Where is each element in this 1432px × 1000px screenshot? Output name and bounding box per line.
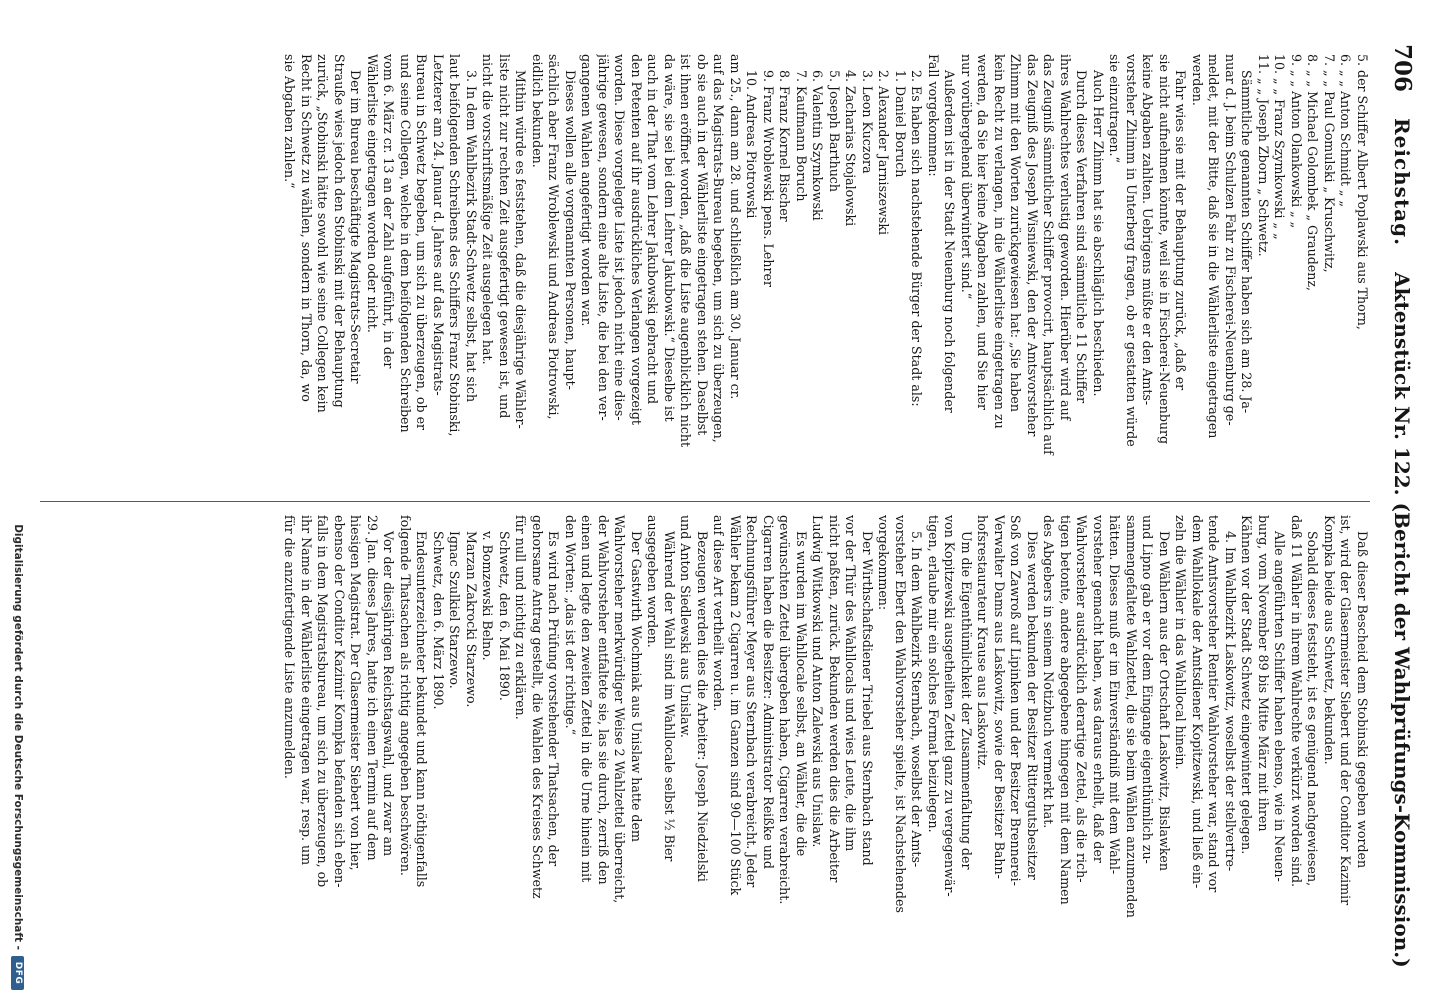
text-line: vorgekommen: bbox=[876, 515, 892, 611]
text-line: keine Abgaben zahlten. Uebrigens müßte er den Amts- bbox=[1140, 54, 1156, 406]
text-line: tigen betonte, andere abgegebene hingegen mit dem Namen bbox=[1058, 515, 1073, 905]
text-line: Kähnen vor der Stadt Schwetz eingewintert gelegen. bbox=[1239, 515, 1255, 855]
text-line: des Abgebers in seinem Notizbuch vermerkt hat. bbox=[1041, 515, 1057, 829]
text-line: 3. Leon Kuczora bbox=[860, 70, 875, 174]
text-line: vorsteher Zhimm in Unterberg fragen, ob er gestatten würde bbox=[1124, 54, 1139, 447]
text-line: laut beifolgenden Schreibens des Schiffers Franz Stobinski, bbox=[447, 54, 463, 437]
text-line: auf diese Art vertheilt worden. bbox=[711, 515, 727, 712]
text-line: Strauße wies jedoch den Stobinski mit der Behauptung bbox=[332, 54, 347, 408]
text-line: Außerdem ist in der Stadt Neuenburg noch folgender bbox=[942, 70, 958, 413]
text-line: Cigarren haben die Besitzer: Administrator Reißke und bbox=[761, 515, 776, 869]
text-line: ausgegeben worden. bbox=[645, 515, 661, 648]
text-line: nicht die vorschriftsmäßige Zeit ausgelegen hat. bbox=[480, 54, 496, 365]
text-line: hiesigen Magistrat. Der Glasermeister Siebert von hier, bbox=[348, 515, 364, 871]
text-line: nuar d. J. beim Schulzen Fahr zu Fischerei-Neuenburg ge- bbox=[1223, 54, 1238, 426]
text-line: Wahlvorsteher ausdrücklich derartige Zettel, als die rich- bbox=[1074, 515, 1090, 883]
text-line: 1. Daniel Boruch bbox=[893, 70, 908, 178]
text-line: Bezeugen werden dies die Arbeiter: Joseph Niedzielski bbox=[695, 531, 710, 882]
text-line: Vor der diesjährigen Reichstagswahl, und zwar am bbox=[381, 531, 397, 857]
page-header bbox=[1376, 44, 1416, 968]
text-line: kein Recht zu verlangen, in die Wählerliste eingetragen zu bbox=[992, 54, 1007, 429]
text-line: tigen, erlaube mir ein solches Format beizulegen. bbox=[926, 515, 941, 833]
text-line: sie Abgaben zahlen.“ bbox=[282, 54, 298, 189]
text-line: am 25., dann am 28. und schließlich am 30. Januar cr. bbox=[728, 54, 743, 400]
text-line: Es wird nach Prüfung vorstehender Thatsachen, der bbox=[546, 531, 562, 867]
text-line: tende Amtsvorsteher Rentier Wahlvorsteher war, stand vor bbox=[1206, 515, 1222, 893]
text-line: 3. In dem Wahlbezirk Stadt-Schwetz selbst, hat sich bbox=[464, 70, 479, 403]
text-line: und Lipno gab er vor dem Eingange eigenthümlich zu- bbox=[1140, 515, 1156, 864]
text-line: folgende Thatsachen als richtig angegeben beschwören. bbox=[398, 515, 413, 876]
text-line: ihr Name in der Wählerliste eingetragen war, resp. um bbox=[299, 515, 314, 866]
text-line: Bureau in Schwetz begeben, um sich zu überzeugen, ob er bbox=[414, 54, 430, 431]
text-line: der Wahlvorsteher entfaltete sie, las sie durch, zerriß den bbox=[596, 515, 611, 885]
chamber-name: Reichstag. bbox=[1390, 118, 1414, 247]
text-line: falls in dem Magistratsbureau, um sich zu überzeugen, ob bbox=[315, 515, 331, 888]
text-line: dem Wahllokale der Amtsdiener Kopitzewski, und ließ ein- bbox=[1190, 515, 1205, 889]
text-line: Zhimm mit den Worten zurückgewiesen hat: „Sie haben bbox=[1008, 54, 1024, 412]
text-line: Es wurden im Wahllocale selbst, an Wähler, die die bbox=[794, 531, 809, 857]
text-line: Der im Bureau beschäftigte Magistrats-Secretair bbox=[348, 70, 364, 384]
text-line: hätten. Dieses muß er im Einverständniß mit dem Wahl- bbox=[1107, 515, 1123, 875]
text-line: für null und nichtig zu erklären. bbox=[513, 515, 529, 720]
text-line: Fahr wies sie mit der Behauptung zurück, „daß er bbox=[1173, 70, 1189, 391]
text-line: ebenso der Conditor Kazimir Kompka befanden sich eben- bbox=[332, 515, 347, 888]
text-line: Schwetz, den 6. Mai 1890. bbox=[497, 531, 512, 701]
page-number: 706 bbox=[1389, 44, 1416, 93]
digitization-credit bbox=[6, 230, 30, 990]
text-line: 7. „ „ Paul Gomulski „ Kruschwitz, bbox=[1322, 54, 1337, 273]
text-line: 9. Franz Wroblewski pens. Lehrer bbox=[761, 70, 776, 287]
text-line: das Zeugniß des Joseph Wisniewski, den der Amtsvorsteher bbox=[1025, 54, 1040, 437]
text-line: gewünschten Zettel übergeben haben, Cigarren verabreicht. bbox=[777, 515, 793, 905]
text-line: nicht paßten, zurück. Bekunden werden dies die Arbeiter bbox=[827, 515, 842, 883]
text-line: Sämmtliche genannten Schiffer haben sich am 28. Ja- bbox=[1239, 70, 1255, 414]
text-line: 8. Franz Kornel Bischer bbox=[777, 70, 793, 222]
text-line: 5. Joseph Barthuch bbox=[827, 70, 842, 192]
text-line: Der Gastwirth Wochmiak aus Unislaw hatte dem bbox=[629, 531, 644, 842]
text-line: v. Bomzewski Belno. bbox=[480, 531, 496, 661]
text-line: eidlich bekunden. bbox=[530, 54, 545, 168]
text-line: werden, da Sie hier keine Abgaben zahlen, und Sie hier bbox=[975, 54, 991, 411]
text-line: 29. Jan. dieses Jahres, hatte ich einen Termin auf dem bbox=[365, 515, 380, 861]
text-line: Verwalter Dams aus Laskowitz, sowie der Besitzer Bahn- bbox=[992, 515, 1007, 879]
text-line: Ignac Szulkiel Starzewo. bbox=[447, 531, 463, 689]
text-line: Um die Eigenthümlichkeit der Zusammenfaltung der bbox=[959, 531, 974, 870]
text-line: Endesunterzeichneter bekundet und kann nöthigenfalls bbox=[414, 531, 430, 888]
text-line: Fall vorgekommen: bbox=[926, 54, 941, 177]
text-line: jährige gewesen, sondern eine alte Liste, die bei den ver- bbox=[596, 54, 611, 421]
text-line: Alle angeführten Schiffer haben ebenso, wie in Neuen- bbox=[1272, 531, 1288, 882]
text-line: ob sie auch in der Wählerliste eingetragen stehen. Daselbst bbox=[695, 54, 710, 436]
text-line: burg, vom November 89 bis Mitte März mit ihren bbox=[1256, 515, 1271, 832]
text-line: Dies werden bekunden der Besitzer Rittergutsbesitzer bbox=[1025, 531, 1040, 880]
text-line: 10. „ „ Franz Szymkowski „ „ bbox=[1272, 54, 1288, 240]
text-line: hofsrestaurateur Krause aus Laskowitz. bbox=[975, 515, 991, 770]
text-line: ist ihnen eröffnet worden, „daß die Liste augenblicklich nicht bbox=[678, 54, 694, 448]
text-line: Sobald dieses feststeht, ist es genügend nachgewiesen, bbox=[1305, 531, 1321, 887]
text-line: ihres Wahlrechtes verlustig geworden. Hierüber wird auf bbox=[1058, 54, 1073, 421]
text-line: und Anton Siedlewski aus Unislaw. bbox=[678, 515, 694, 738]
text-line: worden. Diese vorgelegte Liste ist jedoch nicht eine dies- bbox=[612, 54, 628, 421]
text-line: daß 11 Wähler in ihrem Wahlrechte verkürzt worden sind. bbox=[1289, 515, 1304, 888]
text-line: Kompka beide aus Schwetz, bekunden. bbox=[1322, 515, 1337, 765]
text-line: den Petenten auf ihr ausdrückliches Verlangen vorgezeigt bbox=[629, 54, 644, 425]
text-line: Wähler bekam 2 Cigarren u. im Ganzen sind 90—100 Stück bbox=[728, 515, 743, 896]
dfg-logo: DFG bbox=[12, 956, 25, 990]
text-line: 5. der Schiffer Albert Poplawski aus Thorn, bbox=[1355, 54, 1370, 330]
text-line: Soß von Zawroß auf Lipinken und der Besitzer Brennerei- bbox=[1008, 515, 1024, 886]
text-line: Während der Wahl sind im Wahllocale selbst ½ Bier bbox=[662, 531, 677, 862]
text-line: Mithin würde es feststehen, daß die diesjährige Wähler- bbox=[513, 70, 529, 429]
text-line: 10. Andreas Piotrowski bbox=[744, 70, 760, 219]
text-line: werden. bbox=[1190, 54, 1205, 106]
document-title: Aktenstück Nr. 122. (Bericht der Wahlprüfungs-Kommission.) bbox=[1390, 272, 1414, 968]
text-line: zurück, „Stobinski hätte sowohl wie seine Collegen kein bbox=[315, 54, 331, 413]
text-line: den Worten: „das ist der richtige.“ bbox=[563, 515, 578, 736]
text-line: da wäre, sie sei bei dem Lehrer Jakubowski.“ Dieselbe ist bbox=[662, 54, 677, 422]
text-line: 4. Im Wahlbezirk Laskowitz, woselbst der stellvertre- bbox=[1223, 531, 1238, 872]
text-line: und seine Collegen, welche in dem beifolgenden Schreiben bbox=[398, 54, 413, 433]
text-line: Schwetz, den 6. März 1890. bbox=[431, 531, 446, 710]
text-line: sie einzutragen.“ bbox=[1107, 54, 1123, 163]
text-line: einen und legte den zweiten Zettel in die Urne hinein mit bbox=[579, 515, 595, 883]
text-line: 6. „ „ Anton Schmidt „ „ bbox=[1338, 54, 1354, 207]
text-line: gehorsame Antrag gestellt, die Wahlen des Kreises Schwetz bbox=[530, 515, 545, 899]
text-line: Wahlvorsteher merkwürdiger Weise 2 Wahlzettel überreicht, bbox=[612, 515, 628, 904]
text-line: Daß dieser Bescheid dem Stobinski gegeben worden bbox=[1355, 531, 1370, 869]
text-line: 7. Kaufmann Boruch bbox=[794, 70, 809, 202]
text-line: Rechnungsführer Meyer aus Sternbach verabreicht. Jeder bbox=[744, 515, 760, 888]
text-line: 4. Zacharias Stojalowski bbox=[843, 70, 859, 227]
text-line: 2. Alexander Jarniszewski bbox=[876, 70, 892, 236]
text-line: meldet, mit der Bitte, daß sie in die Wählerliste eingetragen bbox=[1206, 54, 1222, 439]
text-line: von Kopitzewski ausgetheilten Zettel ganz zu vergegenwär- bbox=[942, 515, 958, 897]
column-divider bbox=[40, 501, 1370, 502]
text-line: Marzan Zakrocki Starzewo. bbox=[464, 531, 479, 708]
text-line: für die anzufertigende Liste anzumelden. bbox=[282, 515, 298, 779]
text-line: auf das Magistrats-Bureau begeben, um sich zu überzeugen, bbox=[711, 54, 727, 443]
text-line: nur vorübergehend überwintert sind.“ bbox=[959, 54, 974, 300]
text-line: vor der Thür des Wahllocals und wies Leute, die ihm bbox=[843, 515, 859, 852]
text-line: Recht in Schwetz zu wählen, sondern in Thorn, da, wo bbox=[299, 54, 314, 402]
text-line: auch in der That vom Lehrer Jakubowski gebracht und bbox=[645, 54, 661, 405]
text-line: das Zeugniß sämmtlicher Schiffer provocirt, hauptsächlich auf bbox=[1041, 54, 1057, 455]
text-line: gangenen Wahlen angefertigt worden war. bbox=[579, 54, 595, 327]
text-line: ist, wird der Glasermeister Siebert und der Conditor Kazimir bbox=[1338, 515, 1354, 906]
text-line: vorsteher gemacht haben, was daraus erhellt, daß der bbox=[1091, 515, 1106, 863]
text-line: vom 6. März cr. 13 an der Zahl aufgeführt, in der bbox=[381, 54, 397, 369]
text-line: zeln die Wähler in das Wahllocal hinein. bbox=[1173, 515, 1189, 770]
text-line: 2. Es haben sich nachstehende Bürger der Stadt als: bbox=[909, 70, 925, 407]
text-line: 6. Valentin Szymkowski bbox=[810, 70, 826, 221]
text-line: Durch dieses Verfahren sind sämmtliche 11 Schiffer bbox=[1074, 70, 1090, 404]
text-line: Ludwig Witkowski und Anton Zalewski aus Unislaw. bbox=[810, 515, 826, 848]
text-line: Auch Herr Zhimm hat sie abschläglich beschieden. bbox=[1091, 70, 1106, 397]
credit-text: Digitalisierung gefördert durch die Deutsche Forschungsgemeinschaft - bbox=[12, 524, 24, 950]
text-line: Dieses wollen alle vorgenannten Personen, haupt- bbox=[563, 70, 578, 390]
text-line: vorsteher Ebert den Wahlvorsteher spielte, ist Nachstehendes bbox=[893, 515, 908, 913]
text-line: 8. „ „ Michael Golombek „ Graudenz, bbox=[1305, 54, 1321, 291]
text-line: Der Wirthschaftsdiener Triebel aus Sternbach stand bbox=[860, 531, 875, 866]
left-text-column bbox=[25, 54, 1370, 502]
text-line: sammengefaltete Wahlzettel, die sie beim Wählen anzumenden bbox=[1124, 515, 1139, 918]
right-text-column bbox=[25, 515, 1370, 963]
text-line: sächlich aber Franz Wroblewski und Andreas Piotrowski, bbox=[546, 54, 562, 420]
text-line: Wählerliste eingetragen worden oder nicht. bbox=[365, 54, 380, 333]
text-line: Den Wählern aus der Ortschaft Laskowitz, Bislawken bbox=[1157, 531, 1172, 871]
text-line: 9. „ „ Anton Olankowski „ „ bbox=[1289, 54, 1304, 229]
text-line: sie nicht aufnehmen könnte, weil sie in Fischerei-Neuenburg bbox=[1157, 54, 1172, 445]
text-line: 5. In dem Wahlbezirk Sternbach, woselbst der Amts- bbox=[909, 531, 925, 868]
text-line: 11. „ „ Joseph Zborn „ Schwetz. bbox=[1256, 54, 1271, 257]
text-line: Letzterer am 24. Januar d. Jahres auf das Magistrats- bbox=[431, 54, 446, 396]
text-line: liste nicht zur rechten Zeit ausgefertigt gewesen ist, und bbox=[497, 54, 512, 419]
